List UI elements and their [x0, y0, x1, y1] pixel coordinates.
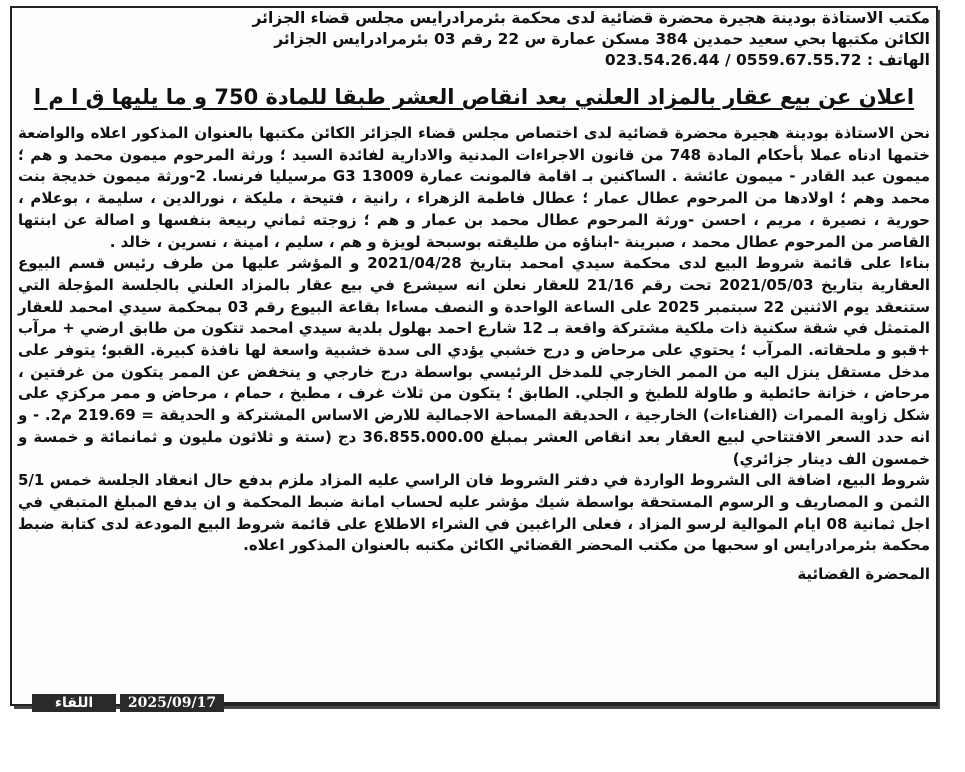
signature: المحضرة القضائية — [797, 565, 930, 584]
paragraph-sale-conditions: شروط البيع، اضافة الى الشروط الواردة في دفتر الشروط فان الراسي عليه المزاد ملزم بدفع حال انعقاد الجلسة خمس 5/1 الثمن و المصاريف و الرسوم المستحقة بواسطة شيك مؤشر عليه لحساب امانة ضبط المحكمة و ان يدفع المبلغ المتبقي في اجل ثمانية 08 ايام الموالية لرسو المزاد ، فعلى الراغبين في الشراء الاطلاع على قائمة شروط البيع المودعة لدى كتابة ضبط محكمة بئرمرادرايس او سحبها من مكتب المحضر القضائي الكائن مكتبه بالعنوان المذكور اعلاه. — [18, 471, 930, 555]
office-phone: الهاتف : 0559.67.55.72 / 023.54.26.44 — [604, 51, 930, 69]
office-line-1: مكتب الاستاذة بودينة هجيرة محضرة قضائية لدى محكمة بئرمرادرايس مجلس قضاء الجزائر — [252, 9, 930, 27]
office-line-2: الكائن مكتبها بحي سعيد حمدين 384 مسكن عمارة س 22 رقم 03 بئرمرادرايس الجزائر — [274, 30, 930, 48]
notice-content — [18, 8, 930, 583]
paragraph-parties: نحن الاستاذة بودينة هجيرة محضرة قضائية لدى اختصاص مجلس قضاء الجزائر الكائن مكتبها بالعنوان المذكور اعلاه والواضعة ختمها ادناه عملا بأحكام المادة 748 من قانون الاجراءات المدنية والادارية لفائدة السيد ؛ ورثة المرحوم ميمون محمد و هم ؛ ميمون عبد القادر - ميمون عائشة . الساكنين بـ اقامة فالمونت عمارة G3 13009 مرسيليا فرنسا. 2-ورثة ميمون خديجة بنت محمد وهم ؛ اولادها من المرحوم عطال عمار ؛ عطال فاطمة الزهراء ، رانية ، فتيحة ، مليكة ، نورالدين ، سليمة ، بوعلام ، حورية ، نصيرة ، مريم ، احسن -ورثة المرحوم عطال محمد بن عمار و هم ؛ زوجته ثماني ربيعة بنفسها و اصالة عن ابنتها القاصر من المرحوم عطال محمد ، صبرينة -ابناؤه من طليقته بوسبحة لويزة و هم ، سليم ، امينة ، نسرين ، خالد . — [18, 124, 930, 251]
footer-rule — [224, 702, 938, 704]
publication-date: 2025/09/17 — [120, 694, 224, 712]
newspaper-name: اللقاء — [32, 694, 116, 712]
paragraph-sale-details: بناءا على قائمة شروط البيع لدى محكمة سيدي امحمد بتاريخ 2021/04/28 و المؤشر عليها من طرف رئيس قسم البيوع العقارية بتاريخ 2021/05/03 تحت رقم 21/16 للعقار نعلن انه سيشرع في بيع عقار بالمزاد العلني بالجلسة المؤجلة التي ستنعقد يوم الاثنين 22 سبتمبر 2025 على الساعة الواحدة و النصف مساءا بقاعة البيوع رقم 03 بمحكمة سيدي امحمد للعقار المتمثل في شقة سكنية ذات ملكية مشتركة واقعة بـ 12 شارع احمد بهلول بلدية سيدي امحمد تتكون من طابق ارضي + مرآب +قبو و ملحقاته. المرآب ؛ يحتوي على مرحاض و درج خشبي يؤدي الى سدة خشبية واسعة لها نافذة كبيرة. القبو؛ يتوفر على مدخل مستقل ينزل اليه من الممر الخارجي للمدخل الرئيسي بواسطة درج خارجي و ينخفض عن الممر يتكون من غرفتين ، مرحاض ، خزانة حائطية و طاولة للطبخ و الجلي. الطابق ؛ يتكون من ثلاث غرف ، مطبخ ، حمام ، مرحاض و ممر مركزي على شكل زاوية الممرات (الفناءات) الخارجية ، الحديقة المساحة الاجمالية للارض الاساس المشتركة و الحديقة = 219.69 م2. - و انه حدد السعر الافتتاحي لبيع العقار بعد انقاص العشر بمبلغ 36.855.000.00 دج (ستة و ثلاثون مليون و ثمانمائة و خمسة و خمسون الف دينار جزائري) — [18, 254, 931, 468]
notice-title: اعلان عن بيع عقار بالمزاد العلني بعد انقاص العشر طبقا للمادة 750 و ما يليها ق ا م ا — [33, 85, 915, 109]
title-wrap — [18, 85, 930, 109]
